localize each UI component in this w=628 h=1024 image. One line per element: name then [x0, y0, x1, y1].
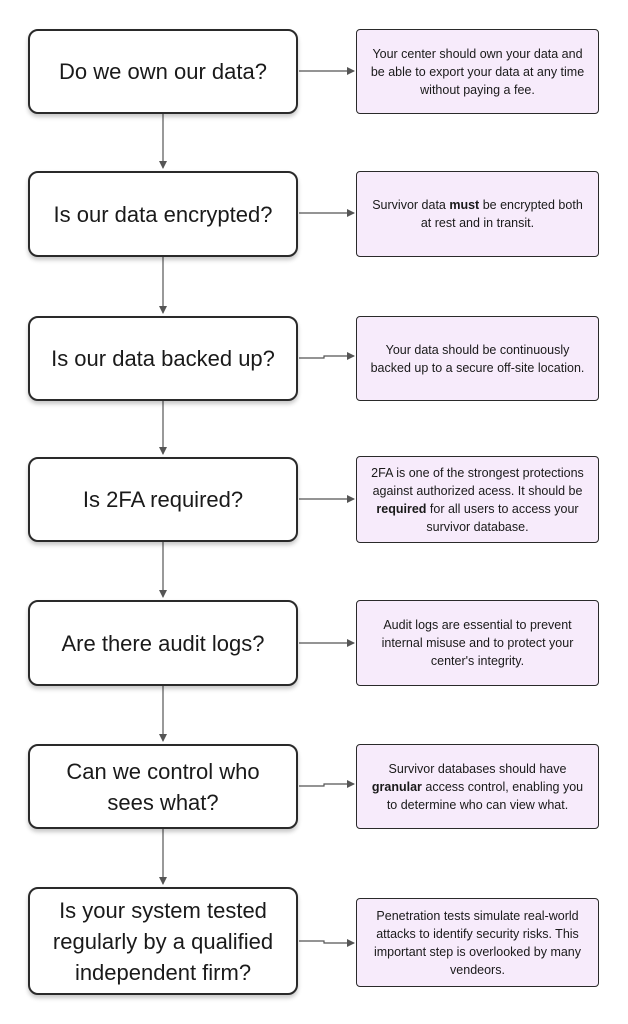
answer-text-segment: Penetration tests simulate real-world attacks to identify security risks. This important step is overlooked by many vendeors. — [373, 908, 582, 977]
answer-emphasis: granular — [371, 779, 422, 794]
answer-box-3 — [356, 316, 599, 401]
answer-box-6 — [356, 744, 599, 829]
question-text: Is our data encrypted? — [53, 201, 273, 227]
answer-box-7 — [356, 898, 599, 987]
answer-text-segment: Your center should own your data and be able to export your data at any time without paying a fee. — [370, 46, 585, 97]
question-text: Is 2FA required? — [82, 487, 244, 512]
right-arrow-7 — [299, 941, 354, 943]
answer-box-4 — [356, 456, 599, 543]
answer-box-5 — [356, 600, 599, 686]
answer-text — [367, 616, 588, 670]
question-box-7 — [28, 887, 298, 995]
question-box-3 — [28, 316, 298, 401]
question-text: Can we control who sees what? — [66, 758, 260, 815]
question-text: Is your system tested regularly by a qualified independent firm? — [52, 897, 274, 985]
answer-text-segment: for all users to access your survivor database. — [426, 501, 579, 534]
question-box-6 — [28, 744, 298, 829]
question-text: Are there audit logs? — [61, 630, 265, 656]
answer-text — [367, 341, 588, 377]
question-box-4 — [28, 457, 298, 542]
answer-text-segment: 2FA is one of the strongest protections against authorized acess. It should be — [371, 465, 584, 498]
answer-text-segment: access control, enabling you to determine who can view what. — [386, 779, 584, 812]
question-box-1 — [28, 29, 298, 114]
question-box-5 — [28, 600, 298, 686]
answer-text-segment: Your data should be continuously backed up to a secure off-site location. — [370, 342, 585, 375]
answer-text — [367, 760, 588, 814]
question-text: Do we own our data? — [59, 59, 267, 84]
right-arrow-3 — [299, 356, 354, 358]
answer-text-segment: Audit logs are essential to prevent internal misuse and to protect your center's integrity. — [381, 618, 574, 668]
answer-emphasis: required — [376, 501, 427, 516]
answer-text — [367, 196, 588, 232]
right-arrow-6 — [299, 784, 354, 786]
answer-box-1 — [356, 29, 599, 114]
question-box-2 — [28, 171, 298, 257]
answer-text-segment: be encrypted both at rest and in transit. — [420, 198, 583, 230]
answer-text — [367, 45, 588, 99]
answer-text-segment: Survivor data — [372, 198, 450, 212]
answer-box-2 — [356, 171, 599, 257]
answer-emphasis: must — [449, 198, 480, 212]
question-text: Is our data backed up? — [51, 346, 275, 371]
answer-text-segment: Survivor databases should have — [388, 761, 567, 776]
answer-text — [367, 907, 588, 979]
answer-text — [367, 464, 588, 536]
